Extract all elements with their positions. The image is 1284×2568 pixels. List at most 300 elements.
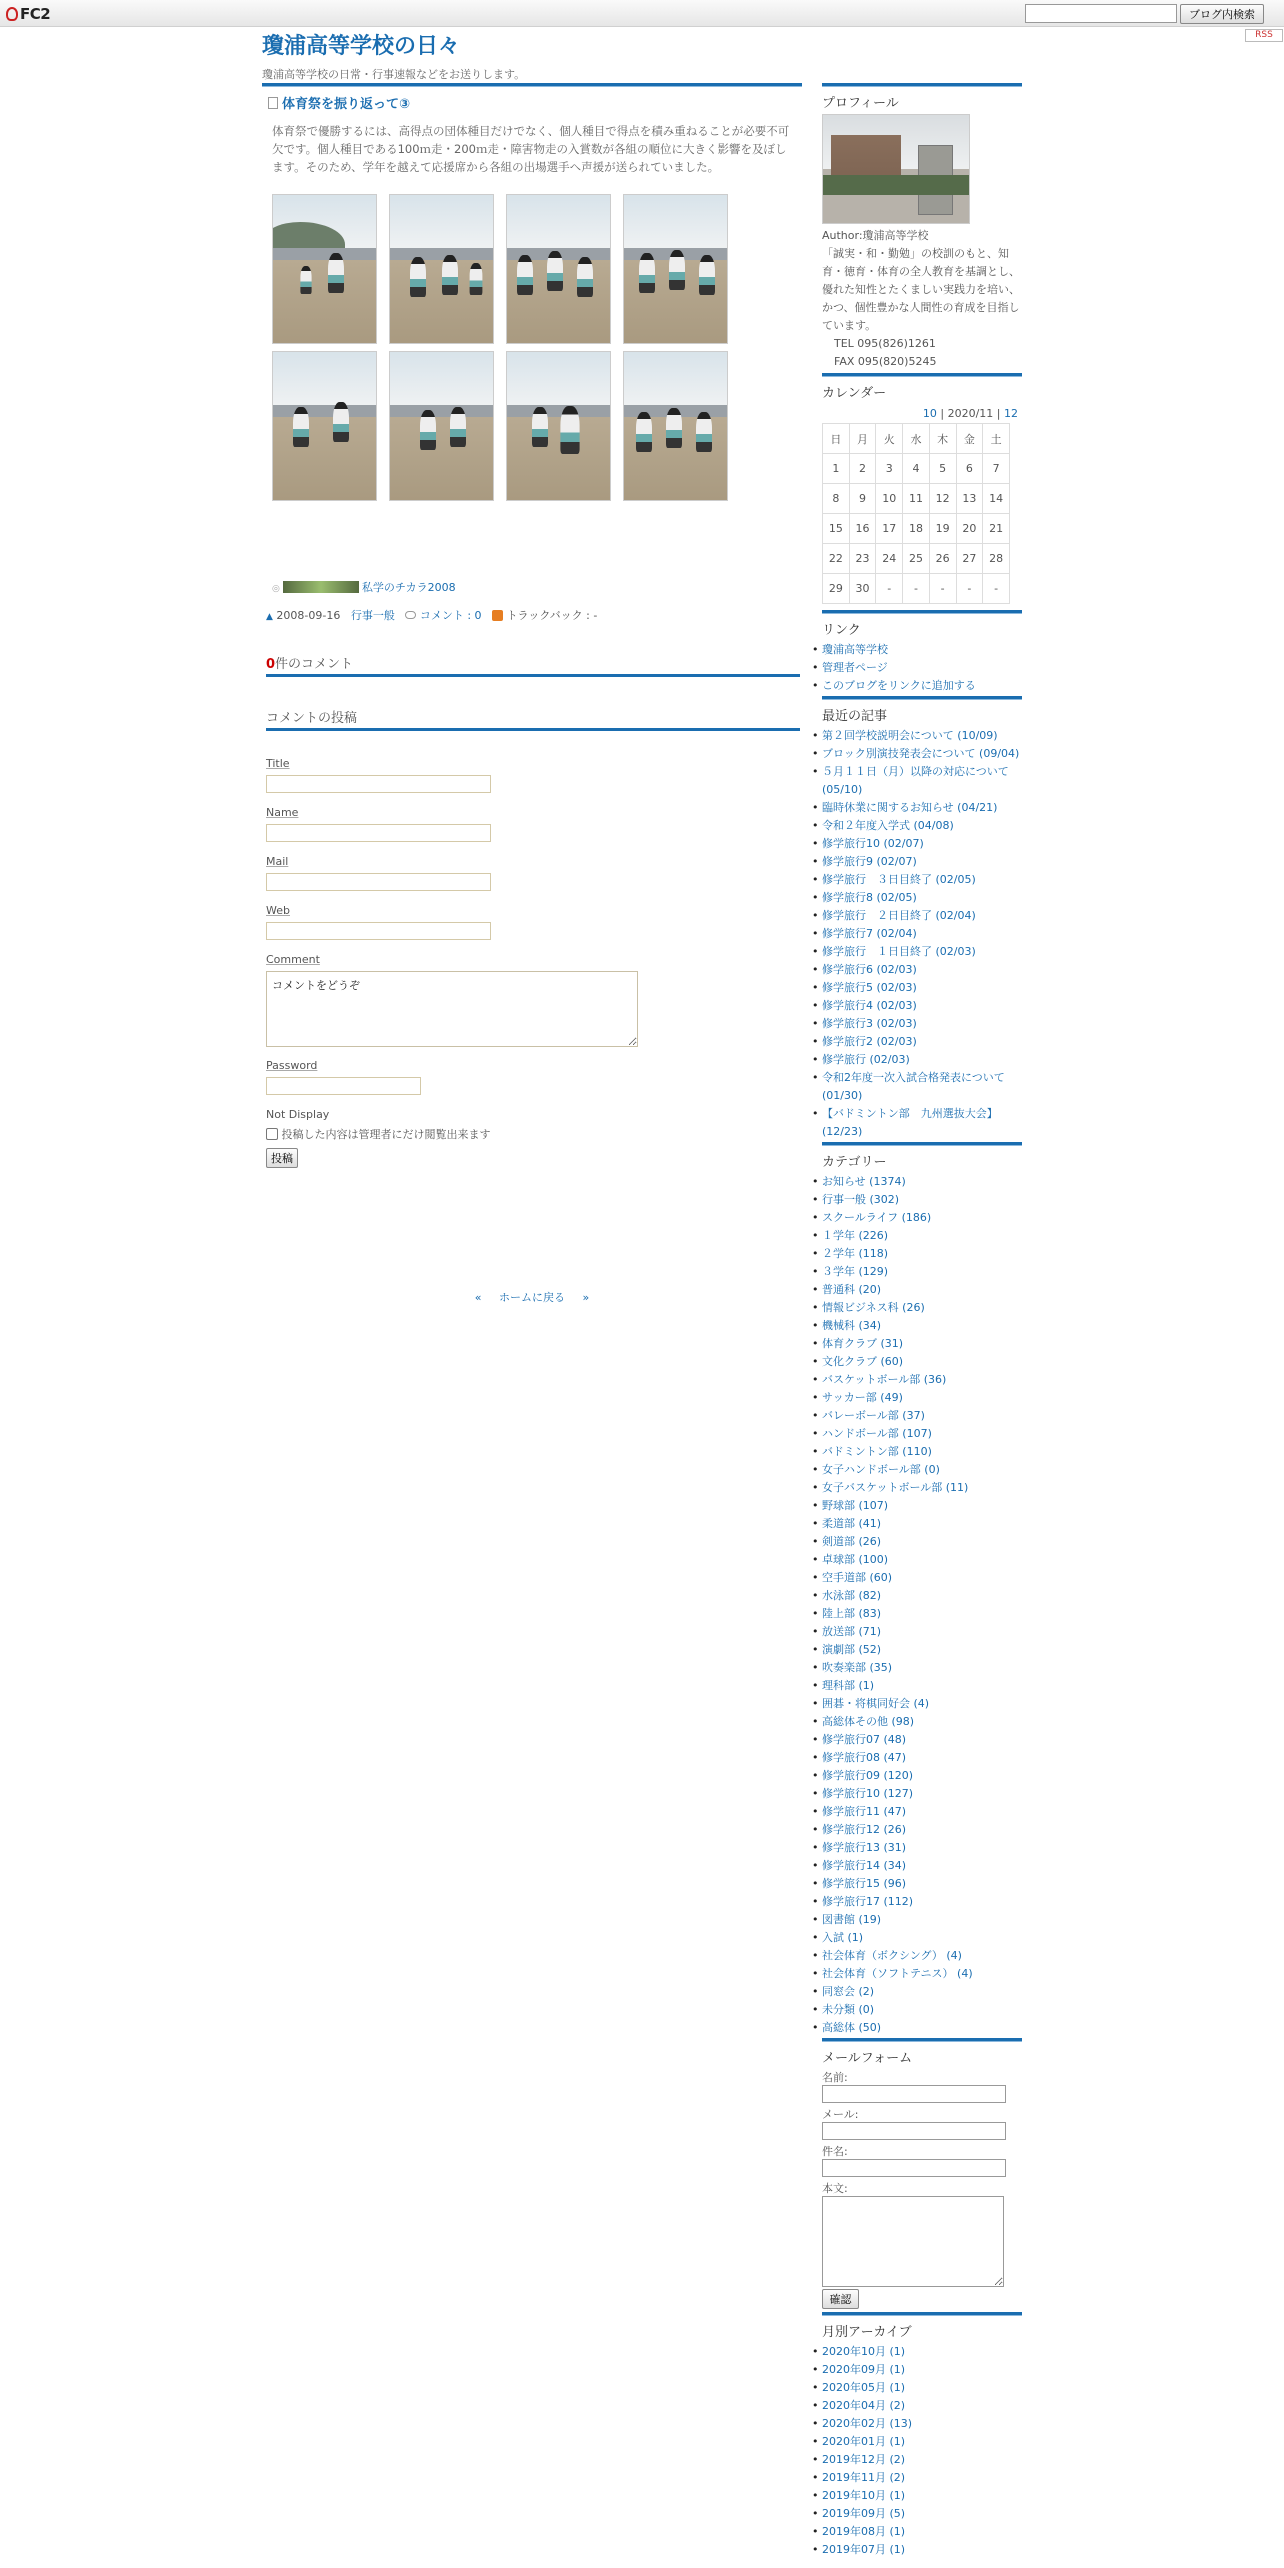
category-item — [822, 1227, 1022, 1245]
calendar-day: - — [903, 574, 930, 604]
link-item — [822, 641, 1022, 659]
calendar-day: 16 — [849, 514, 876, 544]
category-item — [822, 1245, 1022, 1263]
category-item — [822, 1551, 1022, 1569]
comment-web-input[interactable] — [266, 922, 491, 940]
event-photo[interactable] — [506, 351, 611, 501]
recent-item-link[interactable]: 修学旅行 ２日目終了 (02/04) — [822, 909, 976, 922]
recent-item — [822, 997, 1022, 1015]
category-item-link[interactable]: １学年 (226) — [822, 1229, 889, 1242]
calendar-day: 21 — [983, 514, 1010, 544]
category-item — [822, 1947, 1022, 1965]
sidebar-bar — [822, 83, 1022, 87]
calendar-day: 2 — [849, 454, 876, 484]
bullet-icon: ◎ — [272, 584, 280, 594]
pager-home-link[interactable]: ホームに戻る — [499, 1291, 565, 1304]
calendar-day: 17 — [876, 514, 903, 544]
comment-name-input[interactable] — [266, 824, 491, 842]
category-item-link[interactable]: ハンドボール部 (107) — [822, 1427, 932, 1440]
category-item — [822, 1965, 1022, 1983]
profile-title: プロフィール — [822, 96, 899, 111]
category-item — [822, 1353, 1022, 1371]
category-item — [822, 1821, 1022, 1839]
calendar-day: 30 — [849, 574, 876, 604]
archive-item — [822, 2505, 1022, 2523]
category-item-link[interactable]: 高総体その他 (98) — [822, 1715, 915, 1728]
category-item — [822, 1299, 1022, 1317]
recent-item-link[interactable]: 修学旅行9 (02/07) — [822, 855, 917, 868]
calendar-day: 14 — [983, 484, 1010, 514]
link-item-link[interactable]: このブログをリンクに追加する — [822, 679, 976, 692]
calendar-nav: 10 | 2020/11 | 12 — [922, 407, 1018, 420]
archive-item-link[interactable]: 2019年12月 (2) — [822, 2453, 906, 2466]
recent-item-link[interactable]: 修学旅行 (02/03) — [822, 1053, 910, 1066]
category-item-link[interactable]: 図書館 (19) — [822, 1913, 882, 1926]
calendar-day: 22 — [823, 544, 850, 574]
calendar-weekday: 金 — [956, 424, 983, 454]
title-label: Title — [266, 757, 290, 770]
comment-form-heading: コメントの投稿 — [266, 711, 358, 726]
category-item — [822, 1191, 1022, 1209]
recent-item — [822, 745, 1022, 763]
mailform-subject-input[interactable] — [822, 2159, 1006, 2177]
category-item — [822, 1911, 1022, 1929]
archive-item-link[interactable]: 2019年09月 (5) — [822, 2507, 906, 2520]
recent-item — [822, 871, 1022, 889]
category-item — [822, 1839, 1022, 1857]
ad-link-row: ◎ 私学のチカラ2008 — [272, 581, 456, 594]
calendar-day: 27 — [956, 544, 983, 574]
event-photo[interactable] — [623, 351, 728, 501]
calendar-day: - — [929, 574, 956, 604]
category-item — [822, 1749, 1022, 1767]
rss-icon[interactable]: RSS — [1245, 29, 1283, 42]
category-item-link[interactable]: 囲碁・将棋同好会 (4) — [822, 1697, 930, 1710]
calendar-weekday: 土 — [983, 424, 1010, 454]
mailform-body-textarea[interactable] — [822, 2196, 1004, 2287]
recent-item — [822, 853, 1022, 871]
category-item-link[interactable]: 放送部 (71) — [822, 1625, 882, 1638]
category-item — [822, 1857, 1022, 1875]
profile-photo[interactable] — [822, 114, 970, 224]
archive-item — [822, 2433, 1022, 2451]
category-item-link[interactable]: 柔道部 (41) — [822, 1517, 882, 1530]
category-item — [822, 1425, 1022, 1443]
recent-item — [822, 799, 1022, 817]
recent-item — [822, 1069, 1022, 1105]
archive-item — [822, 2415, 1022, 2433]
recent-item-link[interactable]: 臨時休業に関するお知らせ (04/21) — [822, 801, 998, 814]
calendar-day: 15 — [823, 514, 850, 544]
calendar-day: 1 — [823, 454, 850, 484]
web-label: Web — [266, 904, 290, 917]
category-item-link[interactable]: 吹奏楽部 (35) — [822, 1661, 893, 1674]
event-photo[interactable] — [623, 194, 728, 344]
trackback-icon — [492, 610, 503, 621]
category-item-link[interactable]: 剣道部 (26) — [822, 1535, 882, 1548]
category-item — [822, 1605, 1022, 1623]
recent-item — [822, 925, 1022, 943]
comment-label: Comment — [266, 953, 320, 966]
calendar-day: 19 — [929, 514, 956, 544]
calendar-day: 29 — [823, 574, 850, 604]
trackback-text: トラックバック : - — [506, 609, 598, 622]
archive-item-link[interactable]: 2020年01月 (1) — [822, 2435, 906, 2448]
mailform-mail-input[interactable] — [822, 2122, 1006, 2140]
archive-item — [822, 2397, 1022, 2415]
recent-item — [822, 1051, 1022, 1069]
recent-item-link[interactable]: ５月１１日（月）以降の対応について (05/10) — [822, 765, 1009, 796]
entry-meta — [266, 607, 802, 623]
calendar-day: 9 — [849, 484, 876, 514]
recent-item-link[interactable]: 修学旅行8 (02/05) — [822, 891, 917, 904]
links-list — [822, 641, 1022, 695]
category-item-link[interactable]: 未分類 (0) — [822, 2003, 875, 2016]
category-item-link[interactable]: 普通科 (20) — [822, 1283, 882, 1296]
category-item-link[interactable]: 情報ビジネス科 (26) — [822, 1301, 925, 1314]
comment-icon — [405, 611, 416, 619]
link-item — [822, 659, 1022, 677]
main-content — [262, 83, 802, 1304]
photo-grid — [272, 194, 802, 504]
event-photo[interactable] — [389, 351, 494, 501]
calendar-day: 13 — [956, 484, 983, 514]
recent-item — [822, 817, 1022, 835]
category-item — [822, 1929, 1022, 1947]
recent-item-link[interactable]: 修学旅行7 (02/04) — [822, 927, 917, 940]
comment-password-input[interactable] — [266, 1077, 421, 1095]
category-item — [822, 1983, 1022, 2001]
calendar-day: 8 — [823, 484, 850, 514]
pager-next-link[interactable]: » — [582, 1291, 590, 1304]
calendar-day: 24 — [876, 544, 903, 574]
calendar-day: 6 — [956, 454, 983, 484]
recent-item — [822, 943, 1022, 961]
mailform-submit-button[interactable]: 確認 — [822, 2289, 859, 2309]
fc2-toolbar — [0, 0, 1284, 40]
secret-checkbox[interactable] — [266, 1128, 278, 1140]
category-item-link[interactable]: スクールライフ (186) — [822, 1211, 932, 1224]
profile-text: 「誠実・和・勤勉」の校訓のもと、知育・徳育・体育の全人教育を基調とし、優れた知性とたくましい実践力を培い、かつ、個性豊かな人間性の育成を目指しています。 — [822, 247, 1020, 332]
mailform-body-label: 本文: — [822, 2182, 848, 2195]
calendar-day: 5 — [929, 454, 956, 484]
calendar-weekday: 水 — [903, 424, 930, 454]
sidebar-bar — [822, 696, 1022, 700]
category-item-link[interactable]: 同窓会 (2) — [822, 1985, 875, 1998]
category-item — [822, 1533, 1022, 1551]
category-item — [822, 2019, 1022, 2037]
category-item — [822, 1731, 1022, 1749]
category-item — [822, 1173, 1022, 1191]
entry-body: 体育祭で優勝するには、高得点の団体種目だけでなく、個人種目で得点を積み重ねることが必要不可欠です。個人種目である100ｍ走・200ｍ走・障害物走の入賞数が各組の順位に大きく影響を及ぼします。そのため、学年を越えて応援席から各組の出場選手へ声援が送られていました。 — [272, 124, 790, 174]
sidebar-bar — [822, 1142, 1022, 1146]
category-item-link[interactable]: 高総体 (50) — [822, 2021, 882, 2034]
entry-title[interactable]: 体育祭を振り返って③ — [268, 93, 802, 112]
category-item-link[interactable]: サッカー部 (49) — [822, 1391, 903, 1404]
archive-item-link[interactable]: 2020年05月 (1) — [822, 2381, 906, 2394]
category-item-link[interactable]: 社会体育（ソフトテニス） (4) — [822, 1967, 973, 1980]
category-item — [822, 1263, 1022, 1281]
calendar-weekday: 木 — [929, 424, 956, 454]
calendar-day: 7 — [983, 454, 1010, 484]
category-item-link[interactable]: 修学旅行11 (47) — [822, 1805, 907, 1818]
category-item — [822, 1569, 1022, 1587]
not-display-label: Not Display — [266, 1108, 330, 1121]
triangle-icon: ▲ — [266, 612, 273, 622]
calendar-day: 4 — [903, 454, 930, 484]
recent-item-link[interactable]: ブロック別演技発表会について (09/04) — [822, 747, 1020, 760]
recent-item-link[interactable]: 【バドミントン部 九州選抜大会】 (12/23) — [822, 1107, 998, 1138]
category-item-link[interactable]: お知らせ (1374) — [822, 1175, 906, 1188]
category-item-link[interactable]: 陸上部 (83) — [822, 1607, 882, 1620]
calendar-current: 2020/11 — [947, 407, 994, 420]
calendar-day: 28 — [983, 544, 1010, 574]
comment-textarea[interactable] — [266, 971, 638, 1047]
category-item-link[interactable]: ３学年 (129) — [822, 1265, 889, 1278]
entry-top-bar — [262, 83, 802, 87]
category-item — [822, 1875, 1022, 1893]
category-item-link[interactable]: 女子バスケットボール部 (11) — [822, 1481, 969, 1494]
category-item — [822, 1389, 1022, 1407]
recent-item-link[interactable]: 令和２年度入学式 (04/08) — [822, 819, 954, 832]
category-item-link[interactable]: 文化クラブ (60) — [822, 1355, 904, 1368]
archive-item — [822, 2523, 1022, 2541]
mail-label: Mail — [266, 855, 289, 868]
category-item-link[interactable]: 空手道部 (60) — [822, 1571, 893, 1584]
category-item — [822, 1803, 1022, 1821]
blog-search-input[interactable] — [1025, 4, 1177, 23]
archive-item — [822, 2469, 1022, 2487]
category-item — [822, 1695, 1022, 1713]
archive-item-link[interactable]: 2020年04月 (2) — [822, 2399, 906, 2412]
calendar-table — [822, 423, 1010, 604]
recent-item — [822, 1015, 1022, 1033]
blog-description: 瓊浦高等学校の日常・行事速報などをお送りします。 — [262, 68, 526, 81]
entry-date: 2008-09-16 — [276, 609, 341, 622]
link-item — [822, 677, 1022, 695]
sidebar-bar — [822, 373, 1022, 377]
categories-title: カテゴリー — [822, 1155, 887, 1170]
event-photo[interactable] — [506, 194, 611, 344]
archive-item — [822, 2541, 1022, 2559]
category-item-link[interactable]: 卓球部 (100) — [822, 1553, 889, 1566]
recent-item-link[interactable]: 修学旅行2 (02/03) — [822, 1035, 917, 1048]
recent-item-link[interactable]: 修学旅行3 (02/03) — [822, 1017, 917, 1030]
category-item-link[interactable]: 修学旅行13 (31) — [822, 1841, 907, 1854]
category-item-link[interactable]: 機械科 (34) — [822, 1319, 882, 1332]
recent-item — [822, 889, 1022, 907]
recent-item-link[interactable]: 修学旅行 １日目終了 (02/03) — [822, 945, 976, 958]
archive-item — [822, 2379, 1022, 2397]
category-item — [822, 1371, 1022, 1389]
mailform-name-label: 名前: — [822, 2071, 848, 2084]
archive-item-link[interactable]: 2019年11月 (2) — [822, 2471, 906, 2484]
archive-item — [822, 2343, 1022, 2361]
ad-banner-image[interactable] — [283, 581, 359, 593]
calendar-next-link[interactable]: 12 — [1004, 407, 1018, 420]
categories-list — [822, 1173, 1022, 2037]
category-item — [822, 1767, 1022, 1785]
calendar-day: 26 — [929, 544, 956, 574]
category-item — [822, 1497, 1022, 1515]
archive-item-link[interactable]: 2020年10月 (1) — [822, 2345, 906, 2358]
category-item-link[interactable]: バレーボール部 (37) — [822, 1409, 925, 1422]
event-photo[interactable] — [272, 351, 377, 501]
mailform-name-input[interactable] — [822, 2085, 1006, 2103]
category-item — [822, 1713, 1022, 1731]
comment-mail-input[interactable] — [266, 873, 491, 891]
category-item — [822, 1785, 1022, 1803]
archive-item-link[interactable]: 2020年09月 (1) — [822, 2363, 906, 2376]
password-label: Password — [266, 1059, 318, 1072]
profile-tel: TEL 095(826)1261 — [834, 337, 936, 350]
recent-item-link[interactable]: 修学旅行10 (02/07) — [822, 837, 924, 850]
category-item-link[interactable]: 体育クラブ (31) — [822, 1337, 904, 1350]
links-title: リンク — [822, 623, 861, 638]
recent-item — [822, 835, 1022, 853]
archive-item-link[interactable]: 2019年08月 (1) — [822, 2525, 906, 2538]
pager-prev-link[interactable]: « — [474, 1291, 482, 1304]
category-item-link[interactable]: 行事一般 (302) — [822, 1193, 900, 1206]
sidebar-bar — [822, 610, 1022, 614]
calendar-weekday: 日 — [823, 424, 850, 454]
category-item — [822, 1479, 1022, 1497]
category-item-link[interactable]: 野球部 (107) — [822, 1499, 889, 1512]
sidebar-bar — [822, 2038, 1022, 2042]
category-item-link[interactable]: 修学旅行12 (26) — [822, 1823, 907, 1836]
archive-item-link[interactable]: 2019年10月 (1) — [822, 2489, 906, 2502]
mailform-subject-label: 件名: — [822, 2145, 848, 2158]
category-item — [822, 2001, 1022, 2019]
recent-item-link[interactable]: 修学旅行4 (02/03) — [822, 999, 917, 1012]
calendar-day: 11 — [903, 484, 930, 514]
archive-item-link[interactable]: 2020年02月 (13) — [822, 2417, 913, 2430]
calendar-prev-link[interactable]: 10 — [922, 407, 937, 420]
calendar-weekday: 月 — [849, 424, 876, 454]
category-item — [822, 1893, 1022, 1911]
recent-item — [822, 961, 1022, 979]
category-item-link[interactable]: 水泳部 (82) — [822, 1589, 882, 1602]
category-item — [822, 1623, 1022, 1641]
recent-item-link[interactable]: 修学旅行 ３日目終了 (02/05) — [822, 873, 976, 886]
category-item — [822, 1209, 1022, 1227]
category-item — [822, 1677, 1022, 1695]
category-item — [822, 1659, 1022, 1677]
calendar-title: カレンダー — [822, 386, 887, 401]
category-item-link[interactable]: 女子ハンドボール部 (0) — [822, 1463, 940, 1476]
category-item — [822, 1461, 1022, 1479]
calendar-weekday: 火 — [876, 424, 903, 454]
blog-search-button[interactable]: ブログ内検索 — [1180, 4, 1264, 24]
recent-item — [822, 907, 1022, 925]
category-item-link[interactable]: 修学旅行09 (120) — [822, 1769, 914, 1782]
category-item-link[interactable]: 入試 (1) — [822, 1931, 864, 1944]
recent-item-link[interactable]: 令和2年度一次入試合格発表について (01/30) — [822, 1071, 1005, 1102]
comments-heading: 0件のコメント — [266, 657, 354, 672]
category-item — [822, 1281, 1022, 1299]
entry-category-link[interactable]: 行事一般 — [350, 609, 395, 622]
event-photo[interactable] — [272, 194, 377, 344]
fc2-logo[interactable]: FC2 — [6, 5, 50, 23]
recent-item — [822, 979, 1022, 997]
recent-item — [822, 727, 1022, 745]
category-item-link[interactable]: バドミントン部 (110) — [822, 1445, 932, 1458]
category-item-link[interactable]: ２学年 (118) — [822, 1247, 889, 1260]
category-item — [822, 1641, 1022, 1659]
category-item-link[interactable]: 修学旅行17 (112) — [822, 1895, 914, 1908]
category-item — [822, 1443, 1022, 1461]
recent-item-link[interactable]: 修学旅行5 (02/03) — [822, 981, 917, 994]
fc2-logo-icon — [6, 7, 18, 21]
category-item — [822, 1317, 1022, 1335]
category-item — [822, 1335, 1022, 1353]
comment-count-link[interactable]: コメント : 0 — [419, 609, 482, 622]
pager — [262, 1289, 802, 1305]
sidebar-bar — [822, 2312, 1022, 2316]
recent-title: 最近の記事 — [822, 709, 888, 724]
archive-item — [822, 2487, 1022, 2505]
document-icon — [268, 97, 278, 109]
mailform-mail-label: メール: — [822, 2108, 859, 2121]
category-item-link[interactable]: 修学旅行10 (127) — [822, 1787, 914, 1800]
blog-title[interactable]: 瓊浦高等学校の日々 — [262, 34, 461, 59]
recent-item-link[interactable]: 修学旅行6 (02/03) — [822, 963, 917, 976]
mailform-title: メールフォーム — [822, 2051, 913, 2066]
category-item — [822, 1407, 1022, 1425]
recent-item — [822, 763, 1022, 799]
calendar-day: - — [983, 574, 1010, 604]
category-item — [822, 1587, 1022, 1605]
calendar-day: 23 — [849, 544, 876, 574]
link-item-link[interactable]: 瓊浦高等学校 — [822, 643, 888, 656]
calendar-day: 25 — [903, 544, 930, 574]
calendar-day: - — [876, 574, 903, 604]
calendar-day: 10 — [876, 484, 903, 514]
link-item-link[interactable]: 管理者ページ — [822, 661, 888, 674]
category-item-link[interactable]: 修学旅行15 (96) — [822, 1877, 907, 1890]
recent-list — [822, 727, 1022, 1141]
category-item-link[interactable]: 修学旅行07 (48) — [822, 1733, 907, 1746]
recent-item-link[interactable]: 第２回学校説明会について (10/09) — [822, 729, 998, 742]
category-item-link[interactable]: バスケットボール部 (36) — [822, 1373, 947, 1386]
calendar-day: - — [956, 574, 983, 604]
calendar-day: 3 — [876, 454, 903, 484]
event-photo[interactable] — [389, 194, 494, 344]
profile-author: Author:瓊浦高等学校 — [822, 229, 929, 242]
profile-fax: FAX 095(820)5245 — [834, 355, 937, 368]
recent-item — [822, 1105, 1022, 1141]
category-item — [822, 1515, 1022, 1533]
archive-list — [822, 2343, 1022, 2559]
comment-title-input[interactable] — [266, 775, 491, 793]
calendar-day: 20 — [956, 514, 983, 544]
name-label: Name — [266, 806, 299, 819]
category-item-link[interactable]: 修学旅行08 (47) — [822, 1751, 907, 1764]
category-item-link[interactable]: 修学旅行14 (34) — [822, 1859, 907, 1872]
archive-item-link[interactable]: 2019年07月 (1) — [822, 2543, 906, 2556]
recent-item — [822, 1033, 1022, 1051]
category-item-link[interactable]: 理科部 (1) — [822, 1679, 875, 1692]
secret-option: 投稿した内容は管理者にだけ閲覧出来ます — [262, 1126, 802, 1142]
comment-submit-button[interactable]: 投稿 — [266, 1148, 298, 1168]
calendar-day: 18 — [903, 514, 930, 544]
archive-item — [822, 2361, 1022, 2379]
category-item-link[interactable]: 演劇部 (52) — [822, 1643, 882, 1656]
archive-title: 月別アーカイブ — [822, 2325, 912, 2340]
category-item-link[interactable]: 社会体育（ボクシング） (4) — [822, 1949, 962, 1962]
calendar-day: 12 — [929, 484, 956, 514]
sidebar — [822, 83, 1022, 2559]
